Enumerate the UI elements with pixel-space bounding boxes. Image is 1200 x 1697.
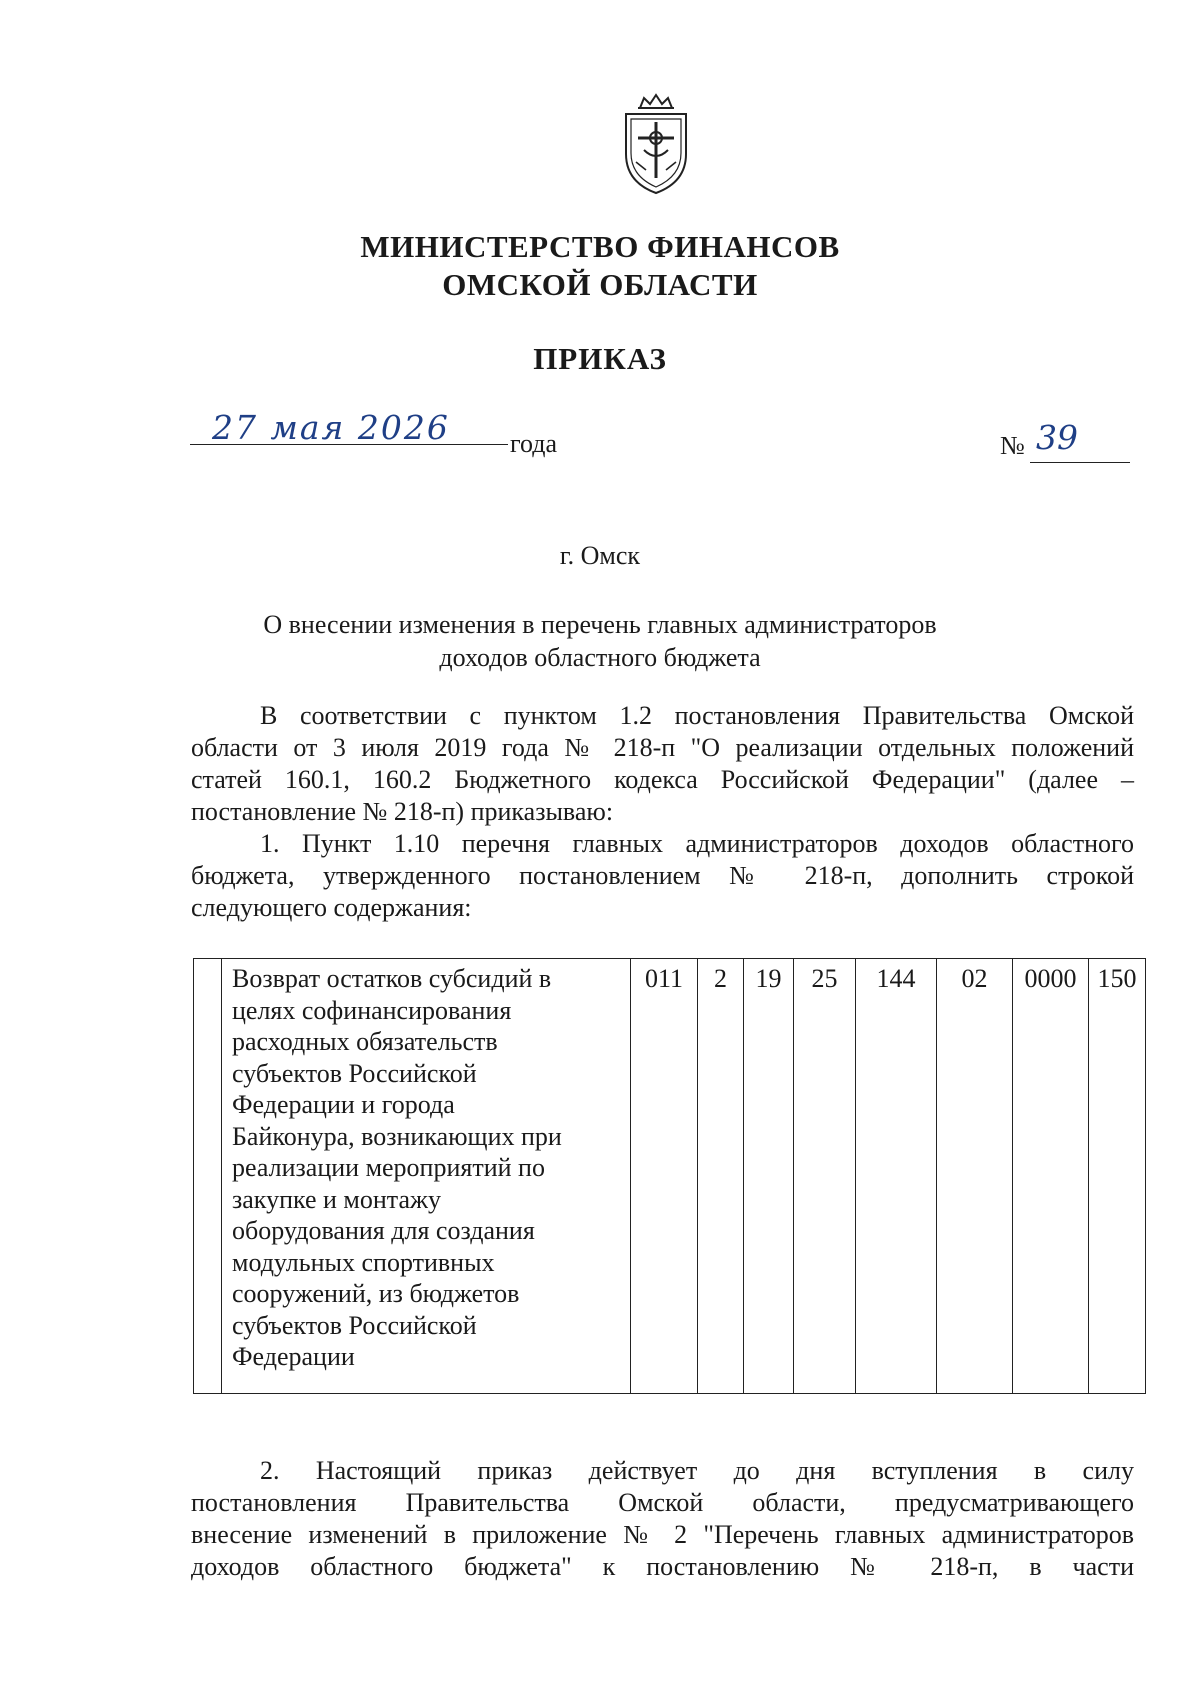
paragraph-line: 2. Настоящий приказ действует до дня вступления в силу — [260, 1456, 1134, 1485]
paragraph-line: области от 3 июля 2019 года № 218-п "О реализации отдельных положений — [191, 733, 1134, 762]
paragraph-item-1 — [191, 828, 1134, 924]
code-subarticle-cell: 144 — [856, 959, 937, 1394]
name-line: Федерации и города — [232, 1090, 455, 1119]
name-line: субъектов Российской — [232, 1310, 477, 1340]
paragraph-line: статей 160.1, 160.2 Бюджетного кодекса Российской Федерации" (далее – — [191, 765, 1134, 794]
ministry-name-line2: ОМСКОЙ ОБЛАСТИ — [442, 267, 758, 302]
code-admin-cell: 011 — [631, 959, 698, 1394]
name-line: закупке и монтажу — [232, 1184, 441, 1214]
code-classification-cell: 150 — [1089, 959, 1146, 1394]
name-line: реализации мероприятий по — [232, 1153, 545, 1182]
subject-line: О внесении изменения в перечень главных администраторов — [263, 610, 937, 639]
date-suffix: года — [510, 429, 558, 458]
name-line: оборудования для создания — [232, 1216, 535, 1245]
code-program-cell: 0000 — [1013, 959, 1089, 1394]
name-line: целях софинансирования — [232, 995, 512, 1025]
date-underline — [190, 444, 508, 445]
document-type: ПРИКАЗ — [533, 341, 667, 376]
row-index-cell — [194, 959, 222, 1394]
code-article-cell: 25 — [794, 959, 856, 1394]
name-line: Возврат остатков субсидий в — [232, 964, 552, 993]
order-number-label: № — [1000, 431, 1025, 460]
name-line: расходных обязательств — [232, 1027, 498, 1056]
subject-line: доходов областного бюджета — [439, 643, 761, 672]
paragraph-line: 1. Пункт 1.10 перечня главных администраторов доходов областного — [260, 829, 1134, 858]
paragraph-item-2 — [191, 1455, 1134, 1583]
name-line: Байконура, возникающих при — [232, 1121, 562, 1151]
paragraph-line: постановления Правительства Омской области, предусматривающего — [191, 1488, 1134, 1517]
city: г. Омск — [559, 541, 641, 570]
ministry-name-line1: МИНИСТЕРСТВО ФИНАНСОВ — [360, 229, 840, 264]
paragraph-line: постановление № 218-п) приказываю: — [191, 797, 614, 826]
number-underline — [1030, 462, 1130, 463]
name-line: сооружений, из бюджетов — [232, 1279, 520, 1308]
income-code-table — [193, 958, 1146, 1394]
paragraph-line: В соответствии с пунктом 1.2 постановления Правительства Омской — [260, 701, 1134, 730]
table-row — [194, 959, 1146, 1394]
code-subgroup-cell: 19 — [744, 959, 794, 1394]
paragraph-line: внесение изменений в приложение № 2 "Перечень главных администраторов — [191, 1520, 1134, 1549]
handwritten-date: 27 мая 2026 — [212, 408, 450, 447]
code-element-cell: 02 — [937, 959, 1013, 1394]
omsk-coat-of-arms-icon — [618, 92, 694, 196]
paragraph-line: бюджета, утвержденного постановлением № 218-п, дополнить строкой — [191, 861, 1134, 890]
name-line: субъектов Российской — [232, 1058, 477, 1088]
name-line: Федерации — [232, 1342, 355, 1371]
order-subject — [0, 608, 1200, 674]
paragraph-line: следующего содержания: — [191, 893, 472, 922]
paragraph-preamble — [191, 700, 1134, 828]
income-name-cell — [222, 959, 631, 1394]
paragraph-line: доходов областного бюджета" к постановлению № 218-п, в части — [191, 1552, 1134, 1581]
name-line: модульных спортивных — [232, 1247, 495, 1277]
handwritten-order-number: 39 — [1036, 418, 1078, 457]
code-group-cell: 2 — [698, 959, 744, 1394]
